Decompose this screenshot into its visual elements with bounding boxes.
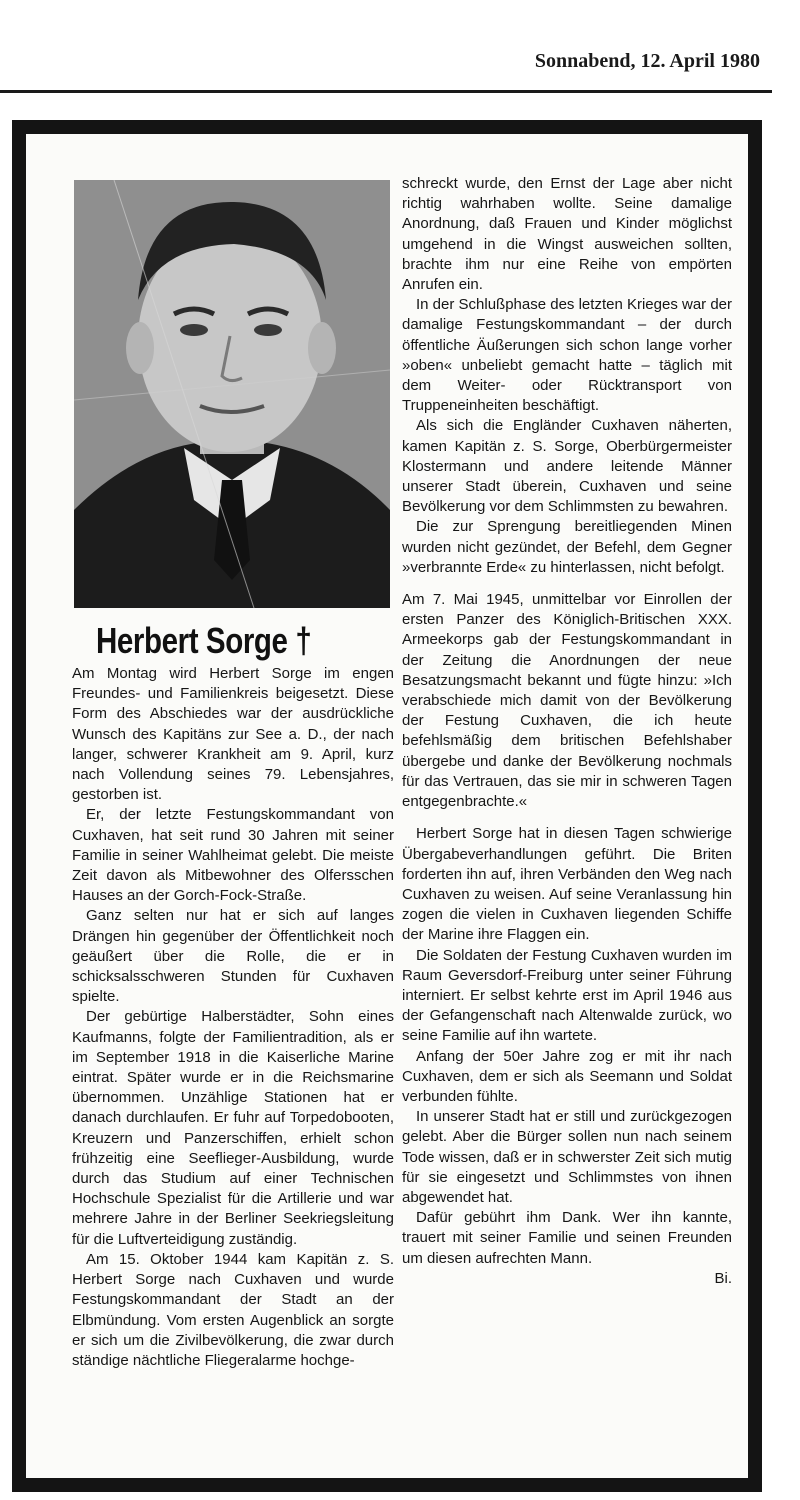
- paragraph: In der Schlußphase des letzten Krieges war der damalige Festungskommandant – der durch öffentliche Äußerungen sich schon lange vorher »oben« unbeliebt gemacht hatte – täglich mit dem Weiter- oder Rücktransport von Truppeneinheiten beschäftigt.: [402, 296, 733, 415]
- portrait-photo: [74, 180, 390, 608]
- paragraph: Ganz selten nur hat er sich auf langes Drängen hin gegenüber der Öffentlichkeit noch geäußert über die Rolle, die er in schicksalsschweren Stunden für Cuxhaven spielte.: [72, 907, 394, 1006]
- headline: Herbert Sorge †: [96, 620, 312, 661]
- paragraph: Dafür gebührt ihm Dank. Wer ihn kannte, trauert mit seiner Familie und seinen Freunden um diesen aufrechten Mann.: [402, 1209, 732, 1267]
- paragraph: In unserer Stadt hat er still und zurückgezogen gelebt. Aber die Bürger sollen nun nach seinem Tode wissen, daß er in schwerster Zeit sich mutig für sie eingesetzt und Schlimmstes von ihnen abgewendet hat.: [402, 1108, 732, 1206]
- paragraph: Anfang der 50er Jahre zog er mit ihr nach Cuxhaven, dem er sich als Seemann und Soldat verbunden fühlte.: [402, 1047, 732, 1105]
- dateline: Sonnabend, 12. April 1980: [534, 50, 760, 72]
- obituary-frame: [12, 120, 762, 1492]
- paragraph: Am Montag wird Herbert Sorge im engen Freundes- und Familienkreis beigesetzt. Diese Form des Abschiedes war der ausdrückliche Wunsch des Kapitäns zur See a. D., der nach langer, schwerer Krankheit am 9. April, kurz nach Vollendung seines 79. Lebensjahres, gestorben ist.: [72, 665, 394, 804]
- top-rule: [0, 90, 772, 93]
- paragraph: schreckt wurde, den Ernst der Lage aber nicht richtig wahrhaben wollte. Seine damalige Anordnung, daß Frauen und Kinder möglichst umgehend in die Wingst ausweichen sollten, brachte ihm nur eine Reihe von empörten Anrufen ein.: [402, 175, 732, 294]
- paragraph: Herbert Sorge hat in diesen Tagen schwierige Übergabeverhandlungen geführt. Die Briten forderten ihn auf, ihren Verbänden den Weg nach Cuxhaven zu weisen. Auf seine Veranlassung hin zogen die vielen in Cuxhaven liegenden Schiffe der Marine ihre Flaggen ein.: [402, 825, 732, 944]
- paragraph: Die Soldaten der Festung Cuxhaven wurden im Raum Geversdorf-Freiburg unter seiner Führung interniert. Er selbst kehrte erst im April 1946 aus der Gefangenschaft nach Altenwalde zurück, wo seine Familie auf ihn wartete.: [402, 946, 732, 1045]
- paragraph: Der gebürtige Halberstädter, Sohn eines Kaufmanns, folgte der Familientradition, als er im September 1918 in die Kaiserliche Marine eintrat. Später wurde er in die Reichsmarine übernommen. Unzählige Stationen hat er danach durchlaufen. Er fuhr auf Torpedobooten, Kreuzern und Panzerschiffen, erhielt schon frühzeitig eine Seeflieger-Ausbildung, wurde durch das Studium auf einer Technischen Hochschule Spezialist für die Artillerie und war mehrere Jahre in der Berliner Seekriegsleitung für die Luftverteidigung zuständig.: [72, 1008, 394, 1248]
- paragraph: Als sich die Engländer Cuxhaven näherten, kamen Kapitän z. S. Sorge, Oberbürgermeister Klostermann und andere leitende Männer unserer Stadt überein, Cuxhaven und seine Bevölkerung vor dem Schlimmsten zu bewahren.: [402, 417, 732, 516]
- paragraph: Die zur Sprengung bereitliegenden Minen wurden nicht gezündet, der Befehl, dem Gegner »verbrannte Erde« zu hinterlassen, nicht befolgt.: [402, 518, 732, 576]
- paragraph: Am 15. Oktober 1944 kam Kapitän z. S. Herbert Sorge nach Cuxhaven und wurde Festungskommandant der Stadt an der Elbmündung. Vom ersten Augenblick an sorgte er sich um die Zivilbevölkerung, die zwar durch ständige nächtliche Fliegeralarme hochge-: [72, 1250, 394, 1369]
- paragraph: Er, der letzte Festungskommandant von Cuxhaven, hat seit rund 30 Jahren mit seiner Familie in seiner Wahlheimat gelebt. Die meiste Zeit davon als Mitbewohner des Olfersschen Hauses an der Gorch-Fock-Straße.: [72, 806, 394, 905]
- left-column: [72, 664, 394, 1371]
- paragraph: Am 7. Mai 1945, unmittelbar vor Einrollen der ersten Panzer des Königlich-Britischen XXX. Armeekorps gab der Festungskommandant in der Zeitung die Anordnungen der neue Besatzungsmacht bekannt und fügte hinzu: »Ich verabschiede mich damit von der Bevölkerung der Festung Cuxhaven, die ich heute befehlsmäßig dem britischen Befehlshaber übergebe und danke der Bevölkerung nochmals für das Vertrauen, das sie mir in schweren Tagen entgegenbrachte.«: [402, 591, 732, 811]
- obituary-inner: [26, 134, 748, 1478]
- right-column: [402, 174, 732, 1289]
- author-signature: Bi.: [714, 1269, 732, 1287]
